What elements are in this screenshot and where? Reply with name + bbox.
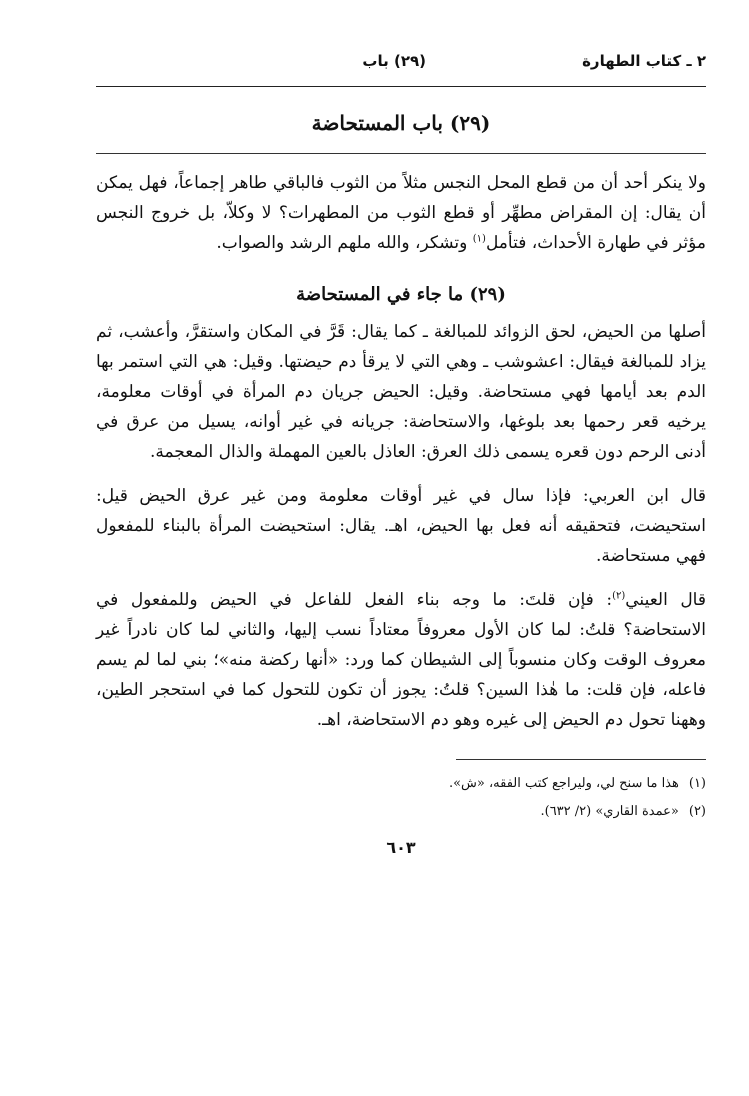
chapter-title: (٢٩) باب المستحاضة <box>311 111 491 135</box>
title-divider <box>96 153 706 154</box>
footnote-1-number: (١) <box>688 776 706 791</box>
footnote-2-number: (٢) <box>688 804 706 819</box>
intro-text: ولا ينكر أحد أن من قطع المحل النجس مثلاً من الثوب فالباقي طاهر إجماعاً، فهل يمكن أن يقال: إن المقراض مطهِّر أو قطع الثوب من المطهرات؟ لا وكلاّ، بل خروج النجس مؤثر في طهارة الأحداث، فتأمل <box>96 173 706 253</box>
footnote-1-text: هذا ما سنح لي، وليراجع كتب الفقه، «ش». <box>448 776 679 791</box>
paragraph-3-text: : فإن قلتَ: ما وجه بناء الفعل للفاعل في الحيض وللمفعول في الاستحاضة؟ قلتُ: لما كان الأول معروفاً معتاداً نسب إليها، والثاني لما كان نادراً غير معروف الوقت وكان منسوباً إلى الشيطان كما ورد: «أنها ركضة منه»؛ بني لما لم يسم فاعله، فإن قلت: ما هٰذا السين؟ قلتُ: يجوز أن تكون للتحول كما في استحجر الطين، وههنا تحول دم الحيض إلى غيره وهو دم الاستحاضة، اهـ. <box>96 590 706 730</box>
book-page <box>96 52 706 857</box>
body-paragraph-1: أصلها من الحيض، لحق الزوائد للمبالغة ـ كما يقال: قَرَّ في المكان واستقرَّ، وأعشب، ثم يزاد للمبالغة فيقال: اعشوشب ـ وهي التي لا يرقأ دم حيضتها. وقيل: هي التي استمر بها الدم بعد أيامها فهي مستحاضة. وقيل: الحيض جريان دم المرأة في أوقات معلومة، يرخيه قعر رحمها بعد بلوغها، والاستحاضة: جريانه في غير أوانه، يسيل من عرق في أدنى الرحم دون قعره يسمى ذلك العرق: العاذل بالعين المهملة والذال المعجمة. <box>96 322 706 462</box>
section-heading: (٢٩) ما جاء في المستحاضة <box>296 284 506 305</box>
intro-tail: وتشكر، والله ملهم الرشد والصواب. <box>216 233 473 253</box>
footnote-2-text: «عمدة القاري» (٢/ ٦٣٢). <box>540 804 679 819</box>
intro-paragraph <box>96 168 706 258</box>
header-book-title: ٢ ـ كتاب الطهارة <box>582 52 706 70</box>
body-paragraph-2: قال ابن العربي: فإذا سال في غير أوقات معلومة ومن غير عرق الحيض قيل: استحيضت، فتحقيقه أنه فعل بها الحيض، اهـ. يقال: استحيضت المرأة بالبناء للمفعول فهي مستحاضة. <box>96 486 706 566</box>
body-paragraph-3 <box>96 585 706 735</box>
page-number: ٦٠٣ <box>386 838 416 857</box>
footnote-ref-2: (٢) <box>612 590 626 602</box>
paragraph-3-lead: قال العيني <box>625 590 706 610</box>
footnote-2 <box>96 798 706 826</box>
footnote-divider <box>456 759 706 760</box>
footnote-1 <box>96 770 706 798</box>
header-chapter-label: (٢٩) باب <box>362 52 426 70</box>
running-header <box>96 52 706 87</box>
footnote-ref-1: (١) <box>472 233 486 245</box>
